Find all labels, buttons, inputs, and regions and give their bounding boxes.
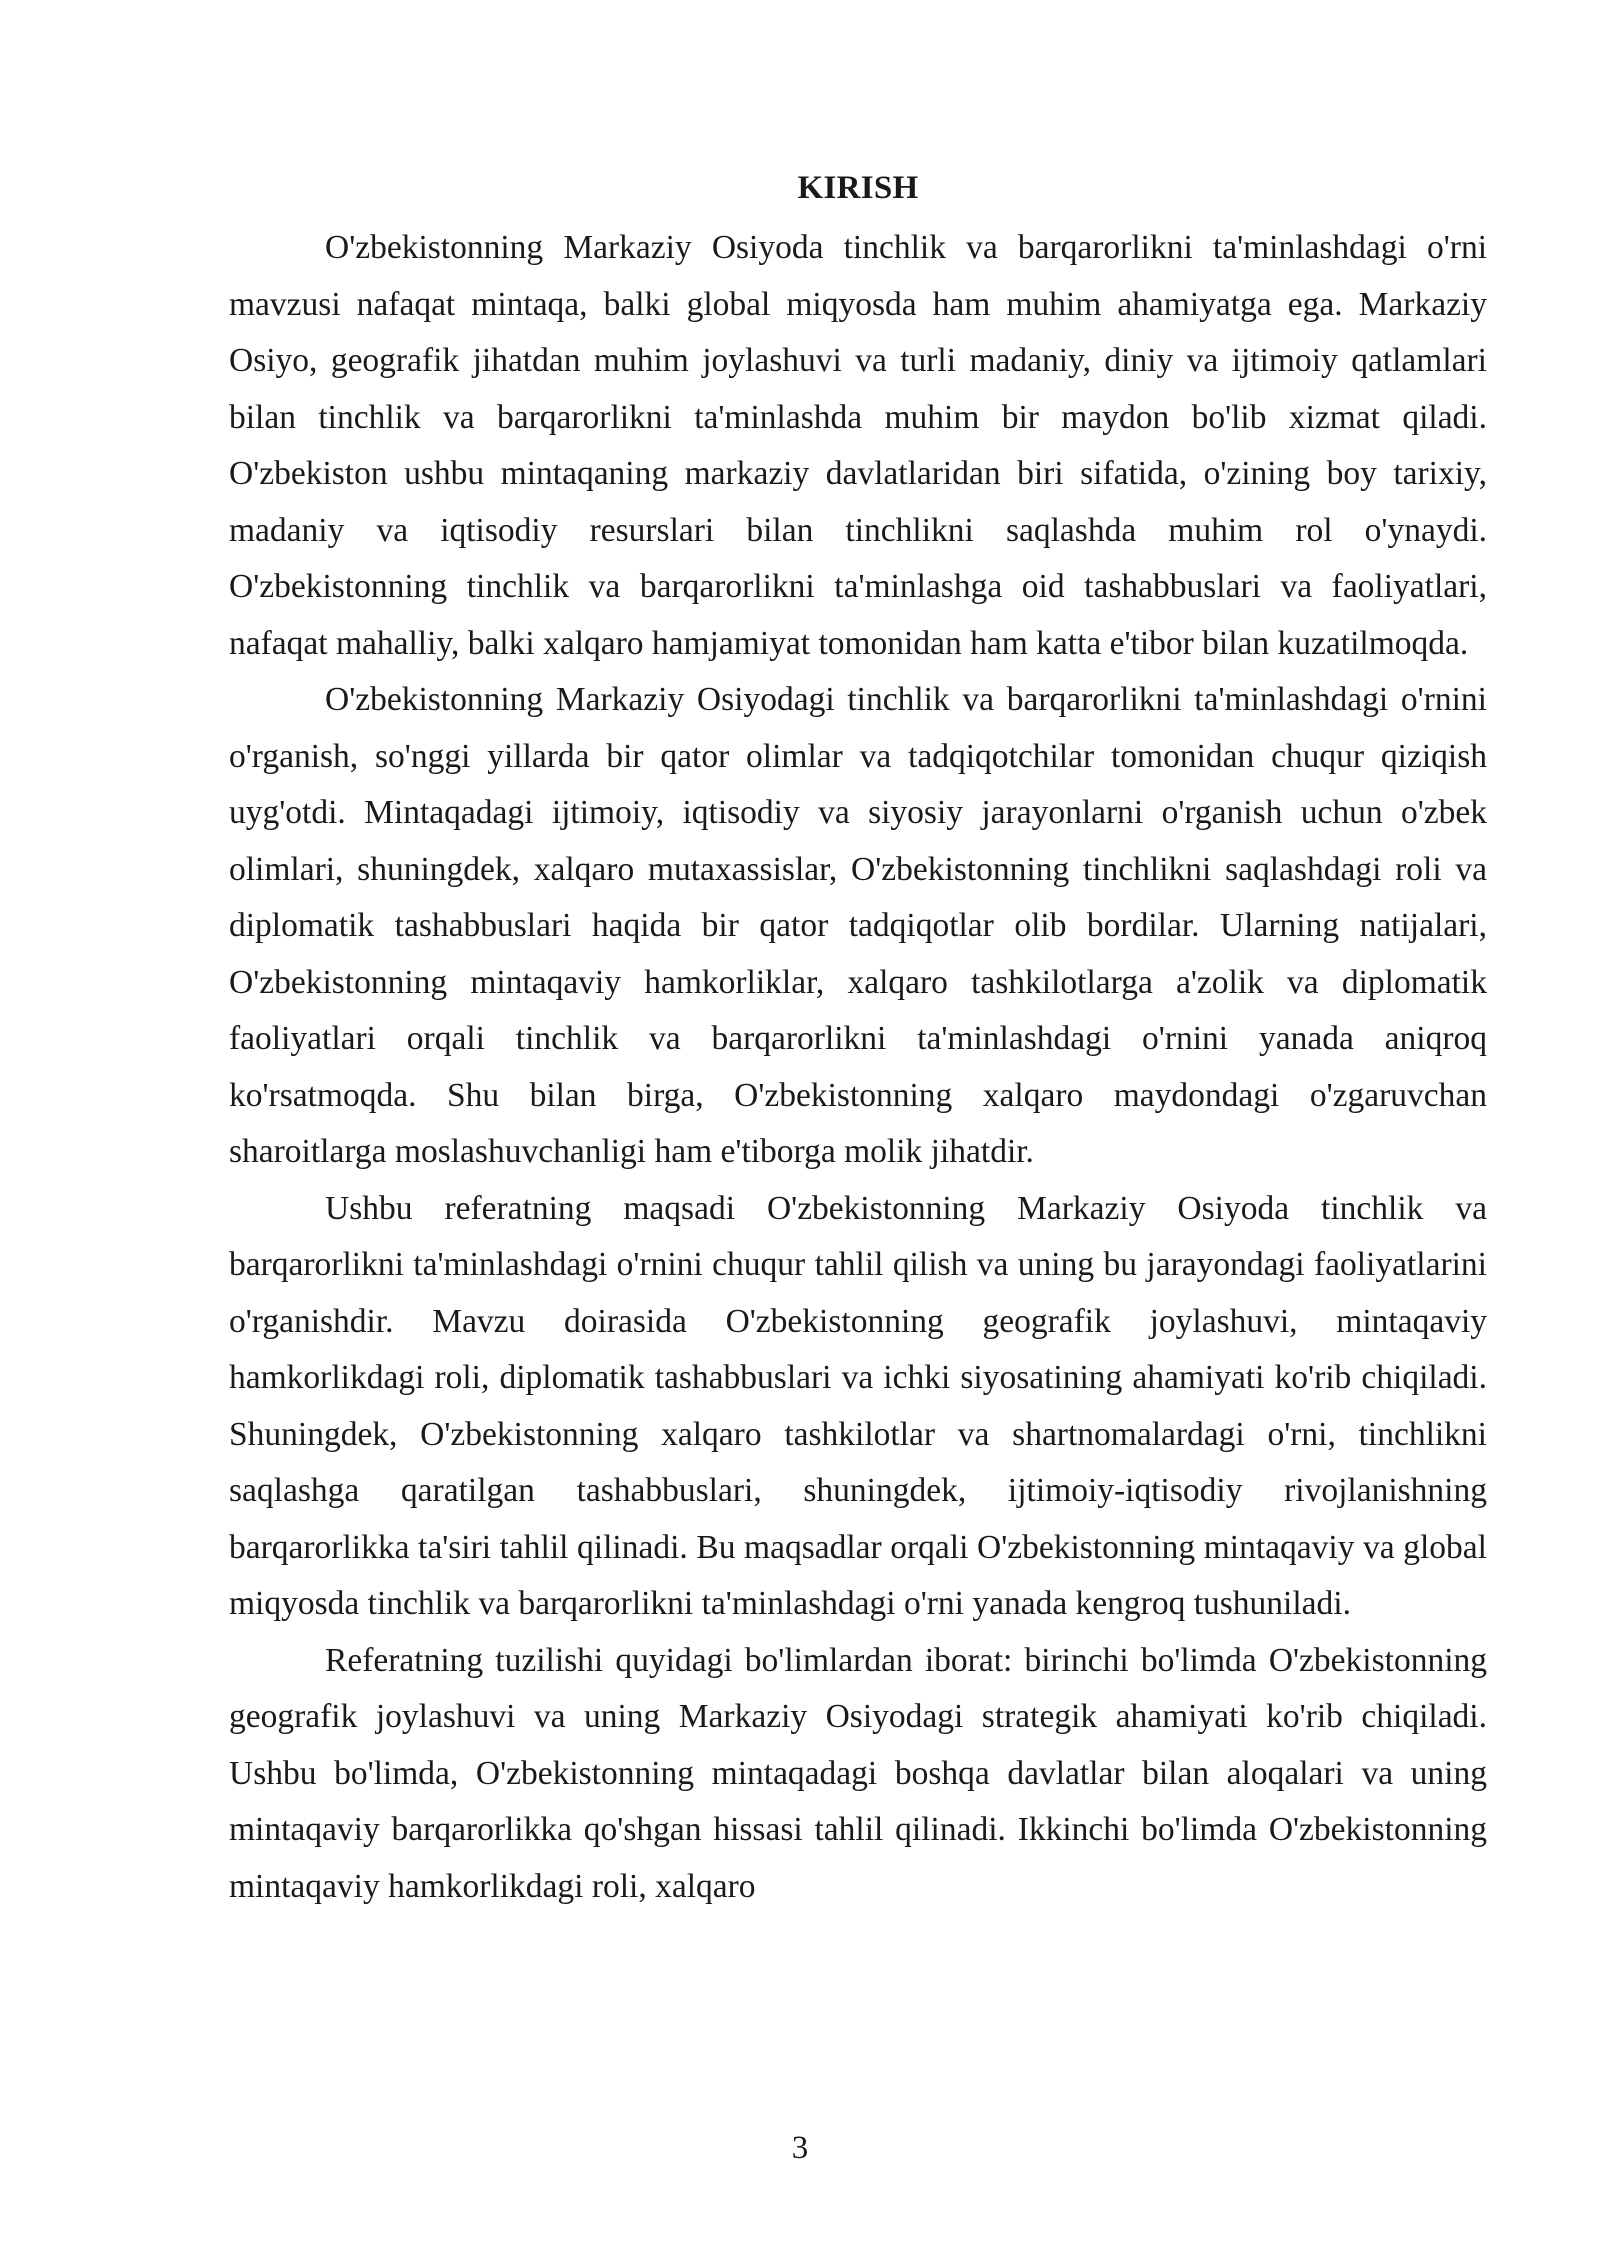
paragraph-2: O'zbekistonning Markaziy Osiyodagi tinchlik va barqarorlikni ta'minlashdagi o'rnini o'rganish, so'nggi yillarda bir qator olimlar va tadqiqotchilar tomonidan chuqur qiziqish uyg'otdi. Mintaqadagi ijtimoiy, iqtisodiy va siyosiy jarayonlarni o'rganish uchun o'zbek olimlari, shuningdek, xalqaro mutaxassislar, O'zbekistonning tinchlikni saqlashdagi roli va diplomatik tashabbuslari haqida bir qator tadqiqotlar olib bordilar. Ularning natijalari, O'zbekistonning mintaqaviy hamkorliklar, xalqaro tashkilotlarga a'zolik va diplomatik faoliyatlari orqali tinchlik va barqarorlikni ta'minlashdagi o'rnini yanada aniqroq ko'rsatmoqda. Shu bilan birga, O'zbekistonning xalqaro maydondagi o'zgaruvchan sharoitlarga moslashuvchanligi ham e'tiborga molik jihatdir. — [229, 681, 1487, 1170]
paragraph-4: Referatning tuzilishi quyidagi bo'limlardan iborat: birinchi bo'limda O'zbekistonning geografik joylashuvi va uning Markaziy Osiyodagi strategik ahamiyati ko'rib chiqiladi. Ushbu bo'limda, O'zbekistonning mintaqadagi boshqa davlatlar bilan aloqalari va uning mintaqaviy barqarorlikka qo'shgan hissasi tahlil qilinadi. Ikkinchi bo'limda O'zbekistonning mintaqaviy hamkorlikdagi roli, xalqaro — [229, 1641, 1487, 1905]
paragraph-1: O'zbekistonning Markaziy Osiyoda tinchlik va barqarorlikni ta'minlashdagi o'rni mavzusi nafaqat mintaqa, balki global miqyosda ham muhim ahamiyatga ega. Markaziy Osiyo, geografik jihatdan muhim joylashuvi va turli madaniy, diniy va ijtimoiy qatlamlari bilan tinchlik va barqarorlikni ta'minlashda muhim bir maydon bo'lib xizmat qiladi. O'zbekiston ushbu mintaqaning markaziy davlatlaridan biri sifatida, o'zining boy tarixiy, madaniy va iqtisodiy resurslari bilan tinchlikni saqlashda muhim rol o'ynaydi. O'zbekistonning tinchlik va barqarorlikni ta'minlashga oid tashabbuslari va faoliyatlari, nafaqat mahalliy, balki xalqaro hamjamiyat tomonidan ham katta e'tibor bilan kuzatilmoqda. — [229, 229, 1487, 662]
page-number: 3 — [791, 2130, 809, 2166]
document-page — [229, 160, 1487, 1915]
paragraph-3: Ushbu referatning maqsadi O'zbekistonning Markaziy Osiyoda tinchlik va barqarorlikni ta'minlashdagi o'rnini chuqur tahlil qilish va uning bu jarayondagi faoliyatlarini o'rganishdir. Mavzu doirasida O'zbekistonning geografik joylashuvi, mintaqaviy hamkorlikdagi roli, diplomatik tashabbuslari va ichki siyosatining ahamiyati ko'rib chiqiladi. Shuningdek, O'zbekistonning xalqaro tashkilotlar va shartnomalardagi o'rni, tinchlikni saqlashga qaratilgan tashabbuslari, shuningdek, ijtimoiy-iqtisodiy rivojlanishning barqarorlikka ta'siri tahlil qilinadi. Bu maqsadlar orqali O'zbekistonning mintaqaviy va global miqyosda tinchlik va barqarorlikni ta'minlashdagi o'rni yanada kengroq tushuniladi. — [229, 1189, 1487, 1622]
section-title: KIRISH — [797, 170, 919, 206]
